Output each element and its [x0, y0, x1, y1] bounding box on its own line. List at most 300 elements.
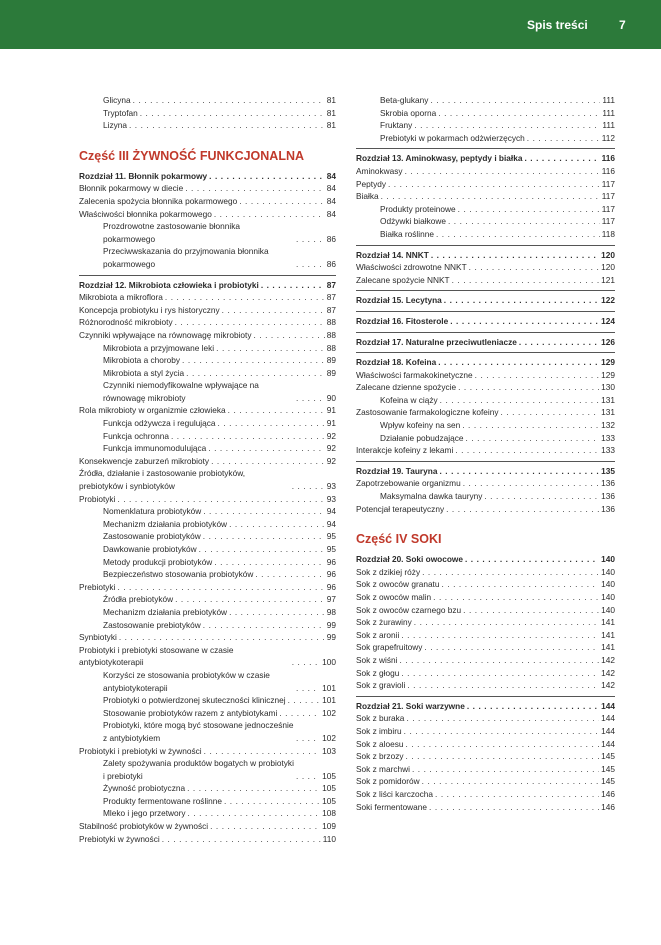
dot-leader: [444, 294, 599, 307]
toc-entry-title: Stosowanie probiotyków razem z antybiotykami: [103, 707, 278, 718]
toc-chapter-entry[interactable]: [356, 356, 615, 369]
toc-entry[interactable]: [79, 719, 336, 744]
toc-chapter-entry[interactable]: [356, 249, 615, 262]
toc-entry-title: Różnorodność mikrobioty: [79, 317, 173, 328]
dot-leader: [229, 518, 325, 531]
toc-entry[interactable]: [79, 430, 336, 443]
toc-entry-title: Zalecane spożycie NNKT: [356, 274, 450, 285]
toc-entry[interactable]: [79, 707, 336, 720]
toc-entry[interactable]: [356, 801, 615, 814]
section-divider: [356, 311, 615, 312]
dot-leader: [414, 119, 600, 132]
toc-entry-title: Źródła, działanie i zastosowanie probiotyków, prebiotyków i synbiotyków: [79, 468, 246, 492]
toc-entry-title: Konsekwencje zaburzeń mikrobioty: [79, 455, 210, 466]
toc-entry[interactable]: [356, 178, 615, 191]
dot-leader: [422, 775, 600, 788]
toc-entry[interactable]: [79, 619, 336, 632]
toc-entry[interactable]: [356, 394, 615, 407]
toc-entry[interactable]: [356, 477, 615, 490]
header-bar: [0, 0, 661, 49]
toc-page-number: 142: [601, 667, 615, 678]
toc-page-number: 146: [601, 788, 615, 799]
toc-entry-title: Mikrobiota a przyjmowane leki: [103, 342, 215, 353]
dot-leader: [186, 367, 325, 380]
dot-leader: [218, 417, 325, 430]
dot-leader: [288, 694, 321, 707]
toc-entry-title: Probiotyki: [79, 493, 116, 504]
toc-entry-title: Prebiotyki w żywności: [79, 833, 160, 844]
dot-leader: [296, 682, 320, 695]
toc-page-number: 92: [326, 430, 336, 441]
toc-page-number: 140: [601, 554, 615, 565]
dot-leader: [204, 745, 321, 758]
toc-page-number: 95: [326, 544, 336, 554]
dot-leader: [441, 578, 599, 591]
toc-entry[interactable]: [356, 788, 615, 801]
dot-leader: [424, 641, 599, 654]
dot-leader: [214, 208, 325, 221]
toc-entry[interactable]: [79, 107, 336, 120]
toc-entry-title: Rozdział 12. Mikrobiota człowieka i probiotyki: [79, 279, 259, 290]
toc-entry-title: Białka: [356, 191, 379, 202]
dot-leader: [438, 107, 600, 120]
toc-entry[interactable]: [79, 119, 336, 132]
toc-entry[interactable]: [79, 208, 336, 221]
toc-entry[interactable]: [79, 342, 336, 355]
section-divider: [356, 148, 615, 149]
dot-leader: [279, 707, 320, 720]
toc-page-number: 118: [601, 228, 615, 239]
dot-leader: [292, 656, 320, 669]
toc-entry-title: Rozdział 13. Aminokwasy, peptydy i białka: [356, 153, 523, 164]
toc-entry[interactable]: [79, 568, 336, 581]
toc-entry[interactable]: [356, 107, 615, 120]
dot-leader: [296, 732, 320, 745]
toc-entry-title: Produkty fermentowane roślinne: [103, 795, 222, 806]
toc-entry-title: Czynniki wpływające na równowagę mikrobioty: [79, 329, 252, 340]
toc-page-number: 144: [601, 725, 615, 736]
toc-page-number: 133: [601, 445, 615, 456]
dot-leader: [524, 152, 599, 165]
toc-entry[interactable]: [79, 316, 336, 329]
toc-entry[interactable]: [356, 679, 615, 692]
toc-entry-title: Rozdział 14. NNKT: [356, 249, 429, 260]
dot-leader: [458, 381, 599, 394]
dot-leader: [208, 442, 324, 455]
toc-page-number: 88: [326, 317, 336, 328]
toc-entry-title: Prebiotyki: [79, 581, 116, 592]
dot-leader: [450, 315, 599, 328]
toc-page-number: 145: [601, 763, 615, 774]
toc-entry[interactable]: [79, 245, 336, 270]
dot-leader: [253, 329, 324, 342]
toc-page-number: 105: [322, 795, 336, 806]
dot-leader: [175, 593, 325, 606]
toc-page-number: 129: [601, 357, 615, 368]
toc-entry-title: Lizyna: [103, 120, 127, 131]
dot-leader: [433, 591, 599, 604]
toc-page-number: 141: [601, 642, 615, 653]
toc-chapter-entry[interactable]: [79, 170, 336, 183]
dot-leader: [455, 444, 599, 457]
toc-entry[interactable]: [79, 644, 336, 669]
toc-entry[interactable]: [79, 518, 336, 531]
toc-entry-title: Korzyści ze stosowania probiotyków w czasie antybiotykoterapii: [103, 669, 270, 693]
toc-entry-title: Sok z liści karczocha: [356, 788, 434, 799]
toc-column-right: [356, 94, 615, 813]
dot-leader: [216, 342, 325, 355]
toc-entry-title: Sok z owoców czarnego bzu: [356, 604, 462, 615]
toc-chapter-entry[interactable]: [356, 152, 615, 165]
toc-entry[interactable]: [79, 195, 336, 208]
dot-leader: [467, 700, 599, 713]
toc-entry-title: Skrobia oporna: [380, 107, 437, 118]
toc-entry[interactable]: [356, 261, 615, 274]
toc-entry[interactable]: [79, 530, 336, 543]
toc-entry[interactable]: [79, 404, 336, 417]
toc-entry[interactable]: [79, 220, 336, 245]
dot-leader: [436, 228, 600, 241]
dot-leader: [296, 770, 320, 783]
toc-entry[interactable]: [79, 182, 336, 195]
toc-chapter-entry[interactable]: [356, 315, 615, 328]
toc-page-number: 136: [601, 491, 615, 502]
toc-page-number: 96: [326, 556, 336, 567]
toc-entry-title: Sok z owoców malin: [356, 592, 432, 602]
toc-entry[interactable]: [356, 165, 615, 178]
toc-page-number: 99: [326, 619, 336, 630]
toc-page-number: 144: [601, 738, 615, 749]
toc-entry[interactable]: [356, 763, 615, 776]
toc-entry[interactable]: [356, 203, 615, 216]
toc-entry[interactable]: [356, 132, 615, 145]
toc-page-number: 103: [322, 745, 336, 756]
toc-entry[interactable]: [356, 738, 615, 751]
toc-page-number: 98: [326, 606, 336, 617]
toc-entry[interactable]: [79, 782, 336, 795]
dot-leader: [211, 455, 325, 468]
header-page-number: 7: [619, 18, 626, 32]
toc-chapter-entry[interactable]: [356, 294, 615, 307]
toc-entry[interactable]: [356, 641, 615, 654]
section-divider: [356, 696, 615, 697]
toc-entry[interactable]: [356, 215, 615, 228]
toc-entry-title: Rozdział 21. Soki warzywne: [356, 700, 465, 711]
toc-entry[interactable]: [356, 667, 615, 680]
toc-entry-title: Sok z aronii: [356, 629, 400, 640]
part-heading: Część III ŻYWNOŚĆ FUNKCJONALNA: [79, 148, 305, 163]
toc-page-number: 92: [326, 443, 336, 454]
part-heading: Część IV SOKI: [356, 532, 442, 547]
toc-page-number: 144: [601, 713, 615, 724]
toc-entry[interactable]: [79, 694, 336, 707]
toc-page-number: 140: [601, 604, 615, 615]
dot-leader: [435, 788, 599, 801]
dot-leader: [140, 107, 325, 120]
toc-page-number: 94: [326, 518, 336, 529]
dot-leader: [440, 394, 600, 407]
toc-entry[interactable]: [79, 820, 336, 833]
dot-leader: [222, 304, 325, 317]
toc-page-number: 117: [601, 178, 615, 189]
toc-page-number: 136: [601, 503, 615, 514]
toc-entry[interactable]: [79, 505, 336, 518]
toc-entry[interactable]: [79, 94, 336, 107]
toc-entry-title: Sok z aloesu: [356, 738, 404, 749]
toc-page-number: 140: [601, 592, 615, 602]
toc-chapter-entry[interactable]: [356, 700, 615, 713]
dot-leader: [469, 261, 600, 274]
toc-page-number: 86: [326, 233, 336, 244]
toc-page-number: 87: [326, 292, 336, 303]
toc-page-number: 124: [601, 315, 615, 326]
toc-entry[interactable]: [356, 616, 615, 629]
toc-entry[interactable]: [79, 795, 336, 808]
toc-page-number: 132: [601, 420, 615, 431]
toc-page-number: 108: [322, 808, 336, 819]
toc-entry[interactable]: [356, 444, 615, 457]
dot-leader: [296, 258, 325, 271]
dot-leader: [407, 679, 599, 692]
toc-entry[interactable]: [356, 775, 615, 788]
toc-entry-title: Źródła prebiotyków: [103, 594, 174, 605]
toc-page-number: 133: [601, 432, 615, 443]
dot-leader: [431, 249, 599, 262]
toc-entry[interactable]: [356, 274, 615, 287]
toc-entry[interactable]: [356, 503, 615, 516]
toc-entry[interactable]: [79, 291, 336, 304]
header-title: Spis treści: [527, 18, 588, 32]
toc-chapter-entry[interactable]: [356, 553, 615, 566]
toc-entry-title: Mikrobiota a styl życia: [103, 367, 185, 378]
toc-entry-title: Probiotyki o potwierdzonej skuteczności klinicznej: [103, 695, 286, 706]
toc-page-number: 84: [326, 183, 336, 194]
toc-entry[interactable]: [79, 442, 336, 455]
toc-entry[interactable]: [79, 757, 336, 782]
dot-leader: [463, 477, 599, 490]
toc-page-number: 101: [322, 695, 336, 706]
toc-entry[interactable]: [356, 654, 615, 667]
toc-entry-title: Sok z pomidorów: [356, 776, 420, 787]
toc-entry[interactable]: [79, 556, 336, 569]
toc-entry[interactable]: [356, 712, 615, 725]
dot-leader: [209, 170, 325, 183]
toc-page-number: 94: [326, 506, 336, 517]
dot-leader: [439, 465, 599, 478]
toc-entry-title: Sok z marchwi: [356, 763, 410, 774]
toc-entry[interactable]: [356, 604, 615, 617]
toc-page-number: 117: [601, 216, 615, 227]
toc-entry-title: Produkty proteinowe: [380, 203, 456, 214]
toc-entry[interactable]: [79, 631, 336, 644]
toc-entry-title: Sok z wiśni: [356, 654, 398, 665]
toc-entry[interactable]: [79, 417, 336, 430]
toc-page-number: 90: [326, 392, 336, 403]
toc-page-number: 92: [326, 455, 336, 466]
toc-page-number: 117: [601, 191, 615, 202]
dot-leader: [175, 316, 325, 329]
toc-entry[interactable]: [356, 591, 615, 604]
toc-entry[interactable]: [79, 543, 336, 556]
toc-entry[interactable]: [356, 725, 615, 738]
toc-entry-title: Czynniki niemodyfikowalne wpływające na równowagę mikrobioty: [103, 380, 259, 403]
toc-page-number: 140: [601, 566, 615, 577]
toc-entry[interactable]: [79, 493, 336, 506]
toc-page-number: 81: [326, 95, 336, 105]
dot-leader: [412, 763, 599, 776]
toc-entry[interactable]: [79, 807, 336, 820]
toc-chapter-entry[interactable]: [356, 336, 615, 349]
toc-entry-title: Żywność probiotyczna: [103, 783, 186, 794]
toc-page-number: 141: [601, 617, 615, 628]
toc-entry-title: Probiotyki i prebiotyki stosowane w czasie antybiotykoterapii: [79, 644, 234, 668]
dot-leader: [452, 274, 600, 287]
toc-chapter-entry[interactable]: [79, 279, 336, 292]
toc-page-number: 86: [326, 258, 336, 269]
toc-entry-title: Właściwości zdrowotne NNKT: [356, 262, 467, 273]
toc-page-number: 142: [601, 654, 615, 665]
toc-entry-title: Zastosowanie probiotyków: [103, 531, 201, 542]
toc-page-number: 96: [326, 569, 336, 580]
dot-leader: [119, 631, 325, 644]
dot-leader: [401, 667, 599, 680]
toc-entry-title: Metody produkcji probiotyków: [103, 556, 213, 567]
dot-leader: [261, 279, 325, 292]
toc-page-number: 112: [601, 132, 615, 143]
dot-leader: [404, 725, 600, 738]
toc-chapter-entry[interactable]: [356, 465, 615, 478]
dot-leader: [405, 165, 600, 178]
toc-entry[interactable]: [356, 419, 615, 432]
toc-entry[interactable]: [79, 745, 336, 758]
dot-leader: [519, 336, 599, 349]
toc-page-number: 91: [326, 418, 336, 429]
toc-entry[interactable]: [356, 406, 615, 419]
toc-entry-title: Zastosowanie farmakologiczne kofeiny: [356, 407, 499, 418]
dot-leader: [388, 178, 600, 191]
toc-page-number: 95: [326, 531, 336, 542]
toc-entry-title: Funkcja ochronna: [103, 430, 169, 441]
toc-page-number: 102: [322, 732, 336, 743]
toc-entry-title: Rozdział 15. Lecytyna: [356, 295, 442, 306]
toc-entry-title: Zalety spożywania produktów bogatych w probiotyki i prebiotyki: [103, 758, 294, 781]
toc-entry[interactable]: [356, 94, 615, 107]
toc-entry-title: Właściwości błonnika pokarmowego: [79, 208, 212, 219]
toc-page-number: 131: [601, 407, 615, 418]
dot-leader: [129, 119, 325, 132]
toc-entry-title: Rozdział 11. Błonnik pokarmowy: [79, 170, 208, 181]
toc-page-number: 122: [601, 295, 615, 306]
toc-entry-title: Funkcja odżywcza i regulująca: [103, 418, 216, 429]
toc-page-number: 84: [326, 195, 336, 206]
dot-leader: [214, 556, 324, 569]
toc-entry[interactable]: [356, 190, 615, 203]
toc-entry[interactable]: [356, 566, 615, 579]
toc-page-number: 102: [322, 707, 336, 718]
toc-page-number: 140: [601, 579, 615, 590]
toc-entry[interactable]: [79, 379, 336, 404]
toc-entry[interactable]: [79, 593, 336, 606]
toc-entry-title: Koncepcja probiotyku i rys historyczny: [79, 304, 220, 315]
toc-page-number: 100: [322, 657, 336, 668]
toc-entry-title: Kofeina w ciąży: [380, 394, 438, 405]
toc-entry[interactable]: [79, 669, 336, 694]
dot-leader: [255, 568, 324, 581]
toc-page-number: 109: [322, 821, 336, 832]
dot-leader: [117, 581, 324, 594]
dot-leader: [187, 782, 320, 795]
toc-entry-title: Sok z głogu: [356, 667, 400, 678]
toc-entry[interactable]: [356, 490, 615, 503]
toc-entry-title: Rozdział 20. Soki owocowe: [356, 554, 463, 565]
toc-entry[interactable]: [356, 750, 615, 763]
toc-entry[interactable]: [356, 119, 615, 132]
dot-leader: [475, 369, 600, 382]
dot-leader: [203, 619, 325, 632]
toc-entry[interactable]: [79, 455, 336, 468]
toc-entry-title: Sok z imbiru: [356, 725, 402, 736]
dot-leader: [501, 406, 600, 419]
toc-page-number: 144: [601, 700, 615, 711]
toc-entry[interactable]: [79, 329, 336, 342]
toc-entry-title: Tryptofan: [103, 107, 138, 118]
dot-leader: [224, 795, 320, 808]
toc-entry[interactable]: [79, 833, 336, 846]
toc-entry-title: Probiotyki, które mogą być stosowane jednocześnie z antybiotykiem: [103, 720, 294, 743]
toc-entry[interactable]: [79, 606, 336, 619]
toc-entry[interactable]: [79, 354, 336, 367]
toc-entry[interactable]: [79, 304, 336, 317]
toc-entry[interactable]: [356, 578, 615, 591]
toc-page-number: 142: [601, 680, 615, 691]
toc-page-number: 120: [601, 262, 615, 273]
toc-entry-title: Sok grapefruitowy: [356, 642, 423, 653]
dot-leader: [462, 419, 599, 432]
toc-entry-title: Mikrobiota a mikroflora: [79, 292, 163, 303]
toc-entry[interactable]: [356, 629, 615, 642]
toc-entry[interactable]: [356, 432, 615, 445]
toc-entry-title: Odżywki białkowe: [380, 216, 446, 227]
dot-leader: [448, 215, 600, 228]
toc-entry-title: Sok z owoców granatu: [356, 579, 440, 590]
toc-page-number: 84: [326, 170, 336, 181]
toc-entry-title: Stabilność probiotyków w żywności: [79, 821, 209, 832]
toc-entry[interactable]: [79, 367, 336, 380]
dot-leader: [162, 833, 321, 846]
toc-page-number: 145: [601, 776, 615, 787]
toc-entry[interactable]: [356, 228, 615, 241]
section-divider: [356, 461, 615, 462]
toc-entry-title: Mikrobiota a choroby: [103, 355, 181, 366]
dot-leader: [466, 432, 600, 445]
toc-entry-title: Probiotyki i prebiotyki w żywności: [79, 745, 202, 756]
dot-leader: [203, 530, 325, 543]
dot-leader: [401, 629, 599, 642]
toc-page-number: 135: [601, 465, 615, 476]
section-divider: [356, 290, 615, 291]
toc-page-number: 89: [326, 367, 336, 378]
toc-page-number: 97: [326, 594, 336, 605]
toc-entry[interactable]: [79, 467, 336, 492]
toc-page-number: 93: [326, 481, 336, 492]
toc-entry[interactable]: [356, 381, 615, 394]
toc-entry[interactable]: [356, 369, 615, 382]
dot-leader: [429, 801, 599, 814]
toc-entry[interactable]: [79, 581, 336, 594]
toc-entry-title: Zalecane dzienne spożycie: [356, 382, 457, 393]
toc-entry-title: Rozdział 19. Tauryna: [356, 465, 438, 476]
dot-leader: [292, 480, 325, 493]
